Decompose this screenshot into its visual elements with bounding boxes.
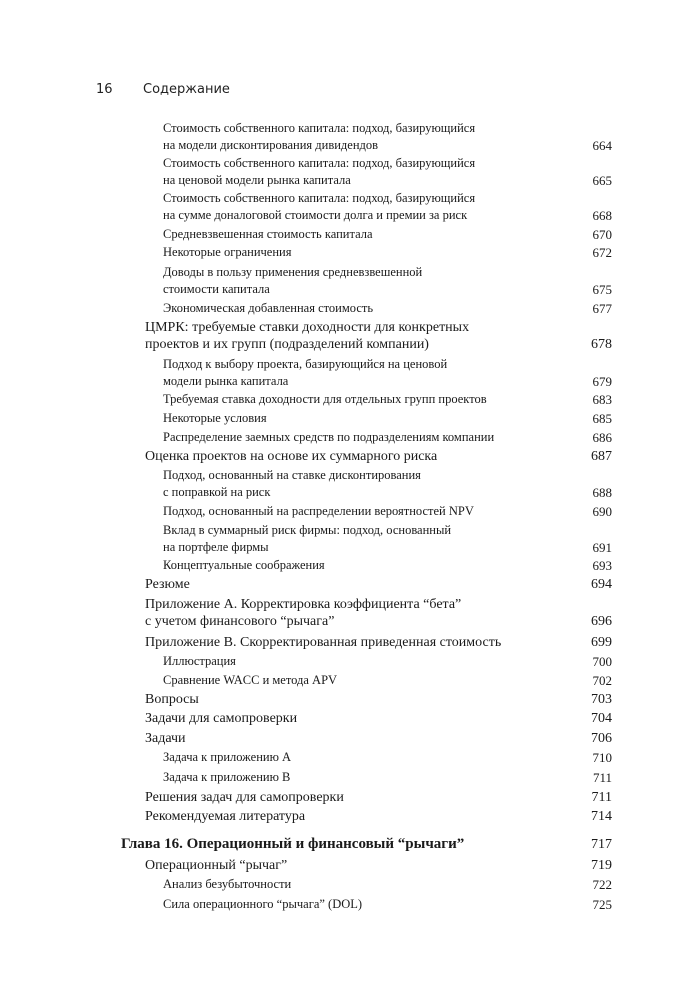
toc-entry (0, 264, 694, 298)
toc-entry (0, 448, 694, 465)
toc-entry-title: Требуемая ставка доходности для отдельных групп проектов (163, 392, 487, 406)
toc-entry (0, 410, 694, 427)
toc-entry-title: Подход, основанный на распределении вероятностей NPV (163, 504, 474, 518)
page-number: 16 (96, 82, 113, 97)
toc-entry-page: 722 (592, 877, 612, 892)
toc-entry (0, 300, 694, 317)
toc-entry (0, 576, 694, 593)
toc-entry-title: Подход, основанный на ставке дисконтирования (163, 468, 421, 482)
toc-entry-title: Распределение заемных средств по подразделениям компании (163, 430, 495, 444)
toc-entry-title: с учетом финансового “рычага” (145, 614, 335, 629)
toc-entry (0, 808, 694, 825)
toc-entry (0, 789, 694, 806)
toc-entry-title: Операционный “рычаг” (145, 858, 288, 873)
toc-entry-page: 688 (592, 485, 612, 500)
toc-entry-title: Вопросы (145, 692, 199, 707)
toc-entry-page: 706 (591, 731, 612, 746)
toc-entry-page: 714 (591, 809, 612, 824)
toc-entry (0, 522, 694, 556)
toc-entry-page: 696 (591, 614, 612, 629)
toc-entry-page: 675 (592, 282, 612, 297)
toc-entry (0, 634, 694, 651)
toc-entry (0, 244, 694, 261)
toc-entry-title: Некоторые ограничения (163, 245, 292, 259)
toc-entry-page: 693 (592, 558, 612, 573)
toc-entry-title: Сила операционного “рычага” (DOL) (163, 897, 363, 911)
toc-entry-title: Экономическая добавленная стоимость (163, 301, 374, 315)
toc-entry-page: 717 (591, 837, 612, 852)
toc-entry-title: Подход к выбору проекта, базирующийся на ценовой (163, 357, 448, 371)
toc-entry-title: Рекомендуемая литература (145, 809, 306, 824)
toc-entry-page: 687 (591, 449, 612, 464)
toc-entry (0, 876, 694, 893)
toc-entry-page: 691 (592, 540, 612, 555)
toc-entry-title: Приложение А. Корректировка коэффициента “бета” (145, 597, 462, 612)
toc-entry-page: 672 (592, 245, 612, 260)
toc-entry-title: Иллюстрация (163, 654, 236, 668)
toc-entry-page: 685 (592, 411, 612, 426)
toc-entry (0, 120, 694, 154)
toc-entry-title: на модели дисконтирования дивидендов (163, 138, 379, 152)
toc-entry-page: 665 (592, 173, 612, 188)
toc-entry (0, 896, 694, 913)
toc-entry (0, 467, 694, 501)
toc-entry-title: с поправкой на риск (163, 485, 271, 499)
toc-entry-page: 719 (591, 858, 612, 873)
toc-entry-title: стоимости капитала (163, 282, 270, 296)
toc-entry-page: 711 (592, 770, 612, 785)
toc-entry (0, 672, 694, 689)
toc-entry-page: 686 (592, 430, 612, 445)
toc-entry (0, 653, 694, 670)
toc-entry-title: Стоимость собственного капитала: подход, базирующийся (163, 191, 476, 205)
toc-entry-title: Резюме (145, 577, 190, 592)
toc-entry-page: 725 (592, 897, 612, 912)
toc-entry-title: Задача к приложению В (163, 770, 291, 784)
toc-entry-title: Концептуальные соображения (163, 558, 325, 572)
toc-entry (0, 596, 694, 630)
toc-entry (0, 356, 694, 390)
toc-entry-title: Глава 16. Операционный и финансовый “рычаги” (121, 836, 465, 852)
toc-entry-title: ЦМРК: требуемые ставки доходности для конкретных (145, 320, 470, 335)
toc-entry-title: Задачи (145, 731, 186, 746)
toc-entry-page: 678 (591, 337, 612, 352)
toc-entry-title: Оценка проектов на основе их суммарного риска (145, 449, 438, 464)
toc-entry-title: проектов и их групп (подразделений компании) (145, 337, 429, 352)
toc-entry-page: 664 (592, 138, 612, 153)
toc-entry-page: 668 (592, 208, 612, 223)
toc-entry-title: Стоимость собственного капитала: подход, базирующийся (163, 121, 476, 135)
toc-entry-page: 704 (591, 711, 612, 726)
toc-entry (0, 226, 694, 243)
toc-entry (0, 190, 694, 224)
toc-entry (0, 557, 694, 574)
toc-entry-page: 694 (591, 577, 612, 592)
toc-entry (0, 749, 694, 766)
toc-entry-page: 670 (592, 227, 612, 242)
toc-entry (0, 857, 694, 874)
toc-entry (0, 319, 694, 353)
toc-entry-title: модели рынка капитала (163, 374, 289, 388)
toc-entry-title: Решения задач для самопроверки (145, 790, 344, 805)
section-title: Содержание (143, 82, 230, 97)
toc-entry-page: 690 (592, 504, 612, 519)
toc-entry-title: Задачи для самопроверки (145, 711, 298, 726)
toc-entry-page: 700 (592, 654, 612, 669)
toc-entry-title: Некоторые условия (163, 411, 267, 425)
toc-entry-title: на портфеле фирмы (163, 540, 269, 554)
toc-entry-page: 703 (591, 692, 612, 707)
toc-entry-title: Задача к приложению А (163, 750, 292, 764)
toc-entry-title: Вклад в суммарный риск фирмы: подход, основанный (163, 523, 452, 537)
toc-entry-title: Приложение В. Скорректированная приведенная стоимость (145, 635, 502, 650)
toc-entry-title: Доводы в пользу применения средневзвешенной (163, 265, 423, 279)
toc-entry-page: 677 (592, 301, 612, 316)
toc-entry-page: 711 (591, 790, 612, 805)
toc-entry-title: на сумме доналоговой стоимости долга и премии за риск (163, 208, 468, 222)
toc-entry-page: 683 (592, 392, 612, 407)
toc-entry (0, 503, 694, 520)
toc-entry-page: 679 (592, 374, 612, 389)
toc-entry-page: 699 (591, 635, 612, 650)
toc-entry (0, 710, 694, 727)
toc-entry-title: Средневзвешенная стоимость капитала (163, 227, 373, 241)
toc-entry-page: 702 (592, 673, 612, 688)
toc-entry (0, 769, 694, 786)
toc-entry-title: Сравнение WACC и метода APV (163, 673, 338, 687)
toc-entry (0, 730, 694, 747)
toc-entry (0, 391, 694, 408)
toc-entry (0, 429, 694, 446)
toc-entry-title: на ценовой модели рынка капитала (163, 173, 351, 187)
toc-entry-title: Стоимость собственного капитала: подход, базирующийся (163, 156, 476, 170)
toc-entry-page: 710 (592, 750, 612, 765)
toc-entry-title: Анализ безубыточности (163, 877, 292, 891)
toc-chapter-entry (0, 836, 694, 853)
toc-entry (0, 691, 694, 708)
toc-entry (0, 155, 694, 189)
